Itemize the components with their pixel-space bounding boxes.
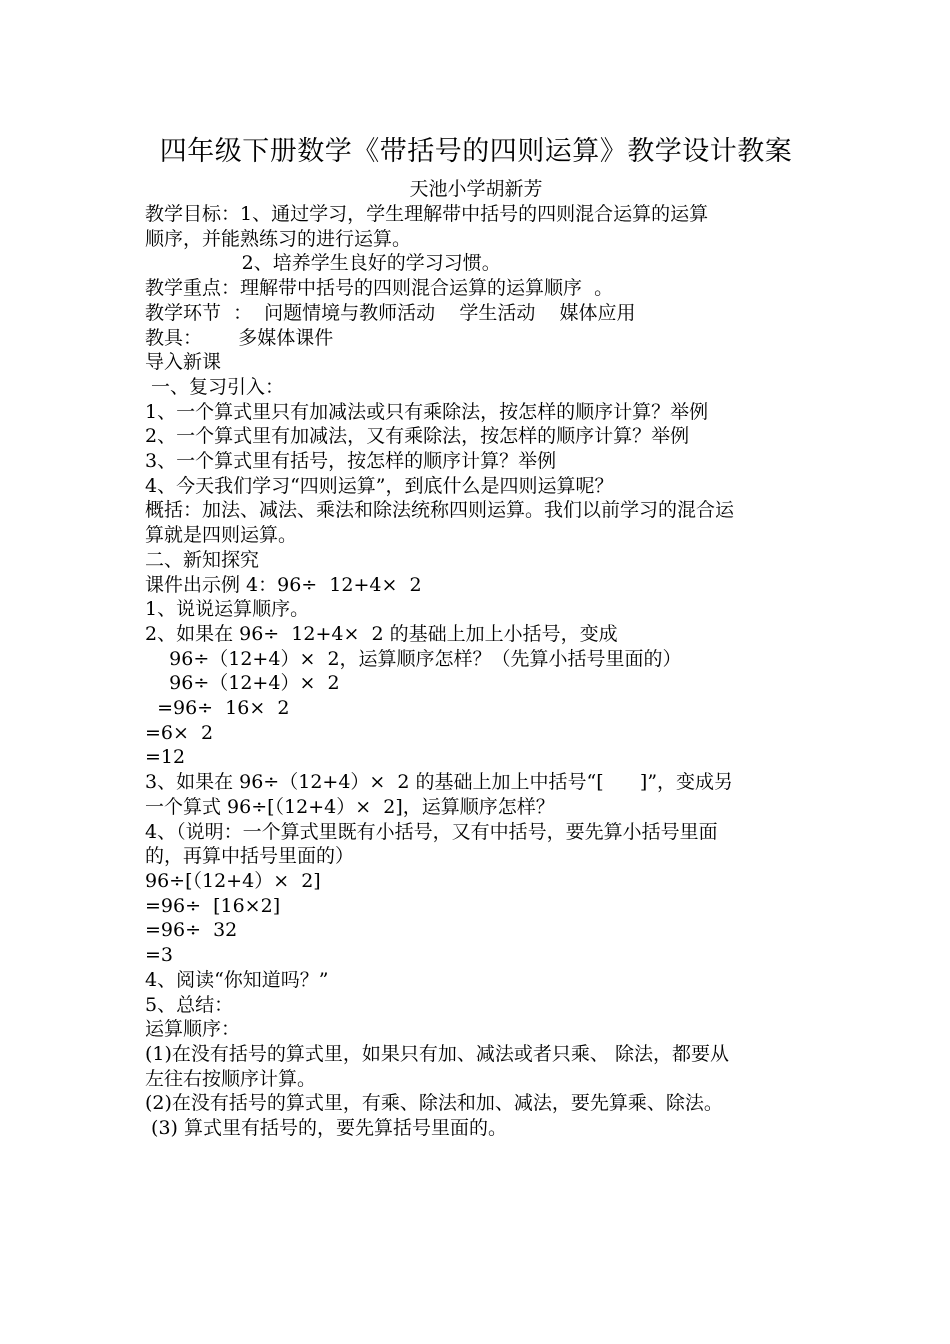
text-line: 导入新课: [145, 351, 222, 374]
document-body: [145, 134, 807, 1141]
text-line: 96÷[（12+4）× 2]: [145, 869, 321, 892]
text-line: 一个算式 96÷[（12+4）× 2]，运算顺序怎样？: [145, 795, 555, 818]
text-line: 3、一个算式里有括号，按怎样的顺序计算？举例: [145, 450, 557, 473]
text-line: 算就是四则运算。: [145, 524, 298, 547]
text-line: 1、一个算式里只有加减法或只有乘除法，按怎样的顺序计算？举例: [145, 400, 709, 423]
text-line: =96÷ [16×2]: [145, 894, 281, 917]
text-line: 顺序，并能熟练习的进行运算。: [145, 227, 412, 250]
document-title: 四年级下册数学《带括号的四则运算》教学设计教案: [159, 136, 793, 167]
text-line: 96÷（12+4）× 2: [145, 672, 340, 695]
text-line: 5、总结：: [145, 993, 234, 1016]
text-line: 的，再算中括号里面的）: [145, 845, 355, 868]
text-line: 2、培养学生良好的学习习惯。: [145, 252, 501, 275]
text-line: 教具： 多媒体课件: [145, 326, 334, 349]
text-line: =6× 2: [145, 721, 214, 744]
document-lines: [145, 202, 807, 1141]
text-line: (2)在没有括号的算式里，有乘、除法和加、减法，要先算乘、除法。: [145, 1092, 723, 1115]
text-line: (3) 算式里有括号的，要先算括号里面的。: [145, 1117, 507, 1140]
text-line: 教学环节 ： 问题情境与教师活动 学生活动 媒体应用: [145, 301, 636, 324]
text-line: (1)在没有括号的算式里，如果只有加、减法或者只乘、 除法，都要从: [145, 1042, 729, 1065]
text-line: 课件出示例 4：96÷ 12+4× 2: [145, 573, 422, 596]
text-line: 概括：加法、减法、乘法和除法统称四则运算。我们以前学习的混合运: [145, 499, 735, 522]
text-line: 1、说说运算顺序。: [145, 598, 310, 621]
text-line: 2、如果在 96÷ 12+4× 2 的基础上加上小括号，变成: [145, 622, 618, 645]
text-line: 2、一个算式里有加减法，又有乘除法，按怎样的顺序计算？举例: [145, 425, 690, 448]
text-line: =96÷ 16× 2: [145, 697, 290, 720]
text-line: 二、新知探究: [145, 548, 260, 571]
text-line: 3、如果在 96÷（12+4）× 2 的基础上加上中括号“[ ]”，变成另: [145, 771, 734, 794]
text-line: 教学目标：1、通过学习，学生理解带中括号的四则混合运算的运算: [145, 203, 709, 225]
text-line: 运算顺序：: [145, 1018, 241, 1041]
text-line: 4、今天我们学习“四则运算”，到底什么是四则运算呢？: [145, 474, 614, 497]
text-line: =3: [145, 944, 174, 967]
text-line: 左往右按顺序计算。: [145, 1067, 317, 1090]
text-line: 教学重点：理解带中括号的四则混合运算的运算顺序 。: [145, 277, 614, 300]
text-line: 4、（说明：一个算式里既有小括号，又有中括号，要先算小括号里面: [145, 820, 718, 843]
text-line: =12: [145, 746, 186, 769]
text-line: =96÷ 32: [145, 919, 238, 942]
document-author: 天池小学胡新芳: [409, 178, 543, 200]
text-line: 一、复习引入：: [145, 375, 285, 398]
text-line: 4、阅读“你知道吗？”: [145, 968, 329, 991]
text-line: 96÷（12+4）× 2，运算顺序怎样？（先算小括号里面的）: [145, 647, 682, 670]
